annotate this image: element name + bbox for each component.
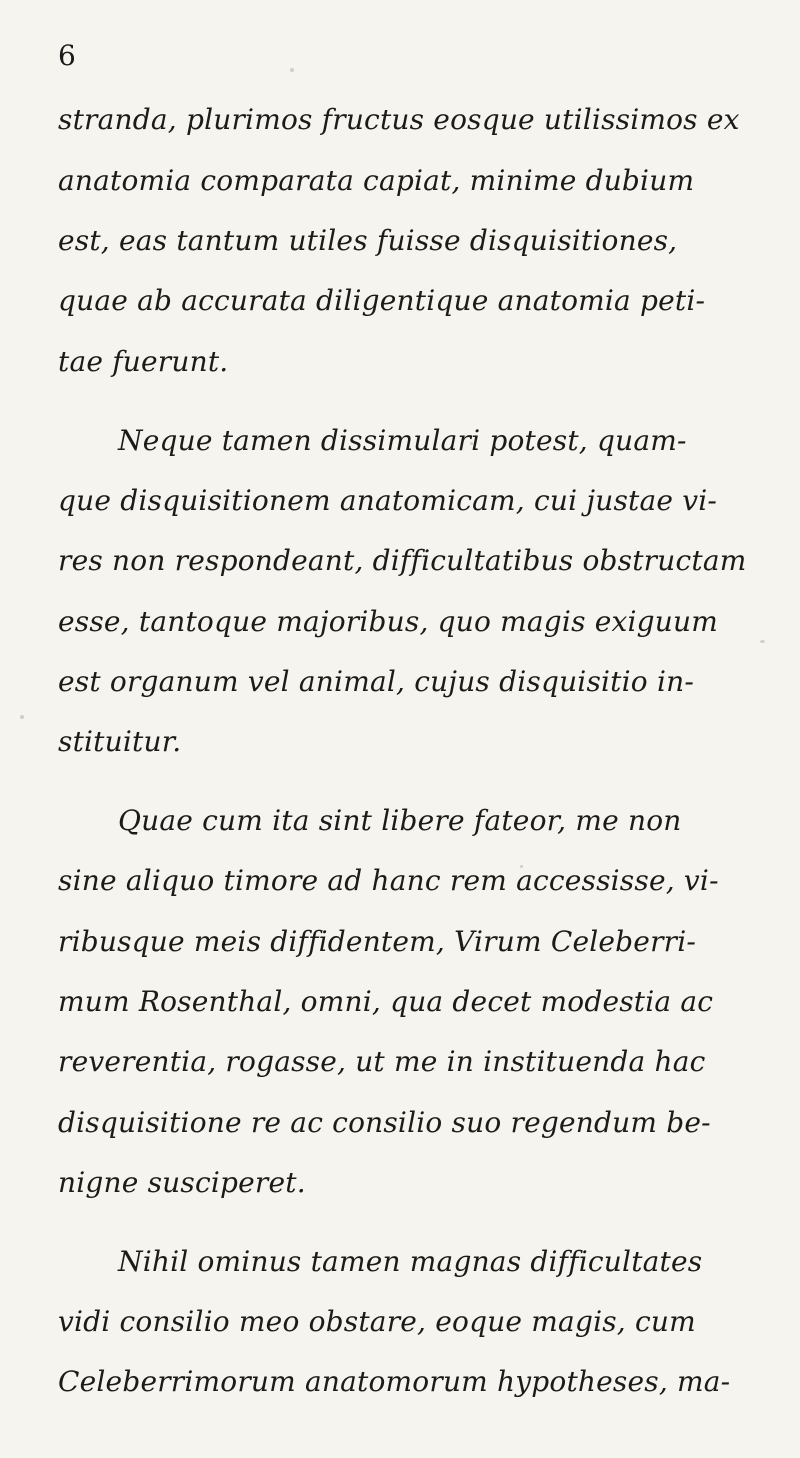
text-line: Neque tamen dissimulari potest, quam-: [118, 424, 687, 457]
text-line: stituitur.: [58, 725, 182, 758]
text-line: tae fuerunt.: [58, 345, 229, 378]
text-line: reverentia, rogasse, ut me in instituenda hac: [58, 1045, 706, 1078]
text-line: Quae cum ita sint libere fateor, me non: [118, 804, 682, 837]
text-line: disquisitione re ac consilio suo regendum be-: [58, 1106, 711, 1139]
text-line: res non respondeant, difficultatibus obstructam: [58, 544, 747, 577]
paper-speck: [20, 715, 24, 719]
text-line: stranda, plurimos fructus eosque utilissimos ex: [58, 103, 740, 136]
text-line: quae ab accurata diligentique anatomia peti-: [58, 284, 706, 317]
paper-speck: [520, 865, 523, 868]
text-line: que disquisitionem anatomicam, cui justae vi-: [58, 484, 718, 517]
text-line: Nihil ominus tamen magnas difficultates: [118, 1245, 703, 1278]
text-line: anatomia comparata capiat, minime dubium: [58, 164, 695, 197]
paper-speck: [290, 68, 294, 72]
text-line: sine aliquo timore ad hanc rem accessisse, vi-: [58, 864, 719, 897]
text-line: ribusque meis diffidentem, Virum Celeberri-: [58, 925, 697, 958]
text-line: mum Rosenthal, omni, qua decet modestia ac: [58, 985, 714, 1018]
text-line: nigne susciperet.: [58, 1166, 306, 1199]
text-line: esse, tantoque majoribus, quo magis exiguum: [58, 605, 719, 638]
text-line: vidi consilio meo obstare, eoque magis, cum: [58, 1305, 696, 1338]
paper-speck: [760, 640, 765, 643]
page-number: 6: [58, 39, 76, 72]
paper-speck: [470, 442, 473, 445]
text-line: est organum vel animal, cujus disquisitio in-: [58, 665, 694, 698]
text-line: Celeberrimorum anatomorum hypotheses, ma-: [58, 1365, 731, 1398]
text-line: est, eas tantum utiles fuisse disquisitiones,: [58, 224, 678, 257]
